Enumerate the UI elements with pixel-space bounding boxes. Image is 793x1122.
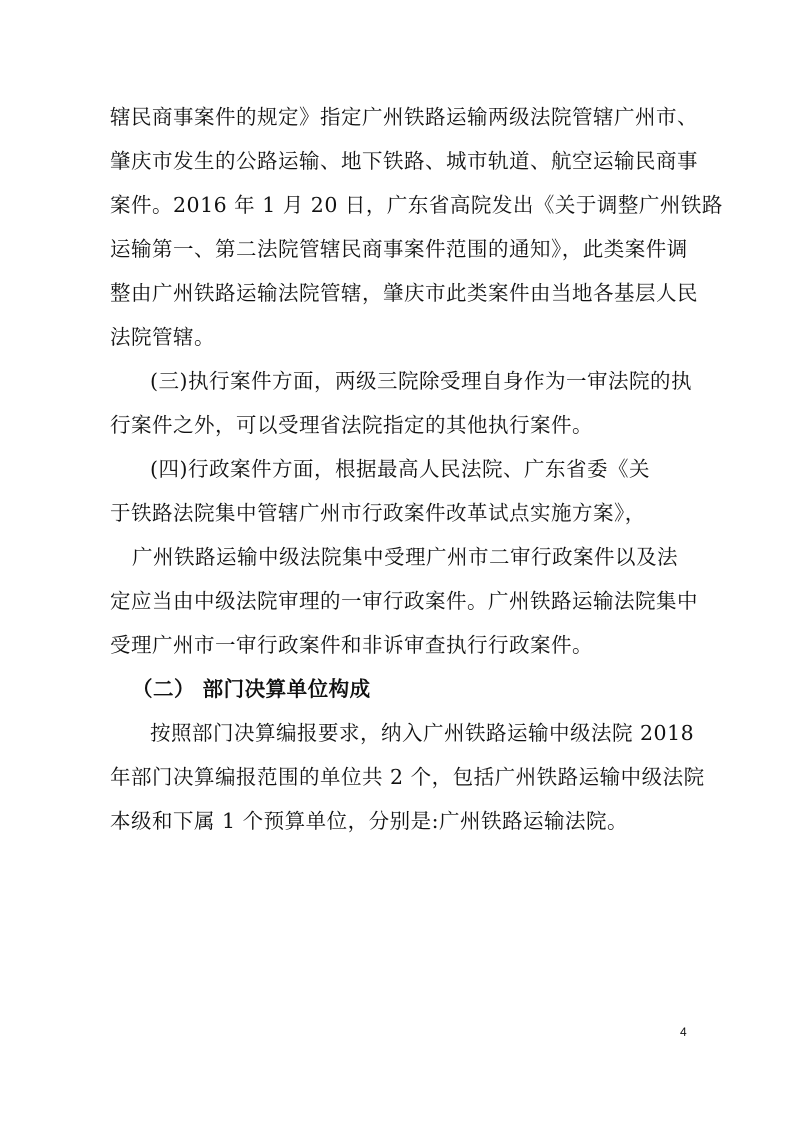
text-line: 整由广州铁路运输法院管辖，肇庆市此类案件由当地各基层人民 bbox=[110, 281, 698, 305]
text-line: 按照部门决算编报要求，纳入广州铁路运输中级法院 2018 bbox=[150, 721, 695, 745]
section-heading: （二） 部门决算单位构成 bbox=[132, 677, 371, 701]
text-line: 于铁路法院集中管辖广州市行政案件改革试点实施方案》， bbox=[110, 501, 646, 525]
text-line: 受理广州市一审行政案件和非诉审查执行行政案件。 bbox=[110, 633, 593, 657]
text-line: 辖民商事案件的规定》指定广州铁路运输两级法院管辖广州市、 bbox=[110, 105, 698, 129]
text-line: 本级和下属 1 个预算单位，分别是:广州铁路运输法院。 bbox=[110, 809, 628, 833]
text-line: 肇庆市发生的公路运输、地下铁路、城市轨道、航空运输民商事 bbox=[110, 149, 698, 173]
text-line: (四)行政案件方面，根据最高人民法院、广东省委《关 bbox=[150, 457, 650, 481]
text-line: 案件。2016 年 1 月 20 日，广东省高院发出《关于调整广州铁路 bbox=[110, 193, 723, 217]
text-line: 广州铁路运输中级法院集中受理广州市二审行政案件以及法 bbox=[132, 545, 678, 569]
text-line: 运输第一、第二法院管辖民商事案件范围的通知》，此类案件调 bbox=[110, 237, 688, 261]
text-line: 法院管辖。 bbox=[110, 325, 215, 349]
text-line: (三)执行案件方面，两级三院除受理自身作为一审法院的执 bbox=[150, 369, 692, 393]
page-number: 4 bbox=[680, 1025, 687, 1039]
text-line: 定应当由中级法院审理的一审行政案件。广州铁路运输法院集中 bbox=[110, 589, 698, 613]
text-line: 行案件之外，可以受理省法院指定的其他执行案件。 bbox=[110, 413, 593, 437]
text-line: 年部门决算编报范围的单位共 2 个，包括广州铁路运输中级法院 bbox=[110, 765, 705, 789]
